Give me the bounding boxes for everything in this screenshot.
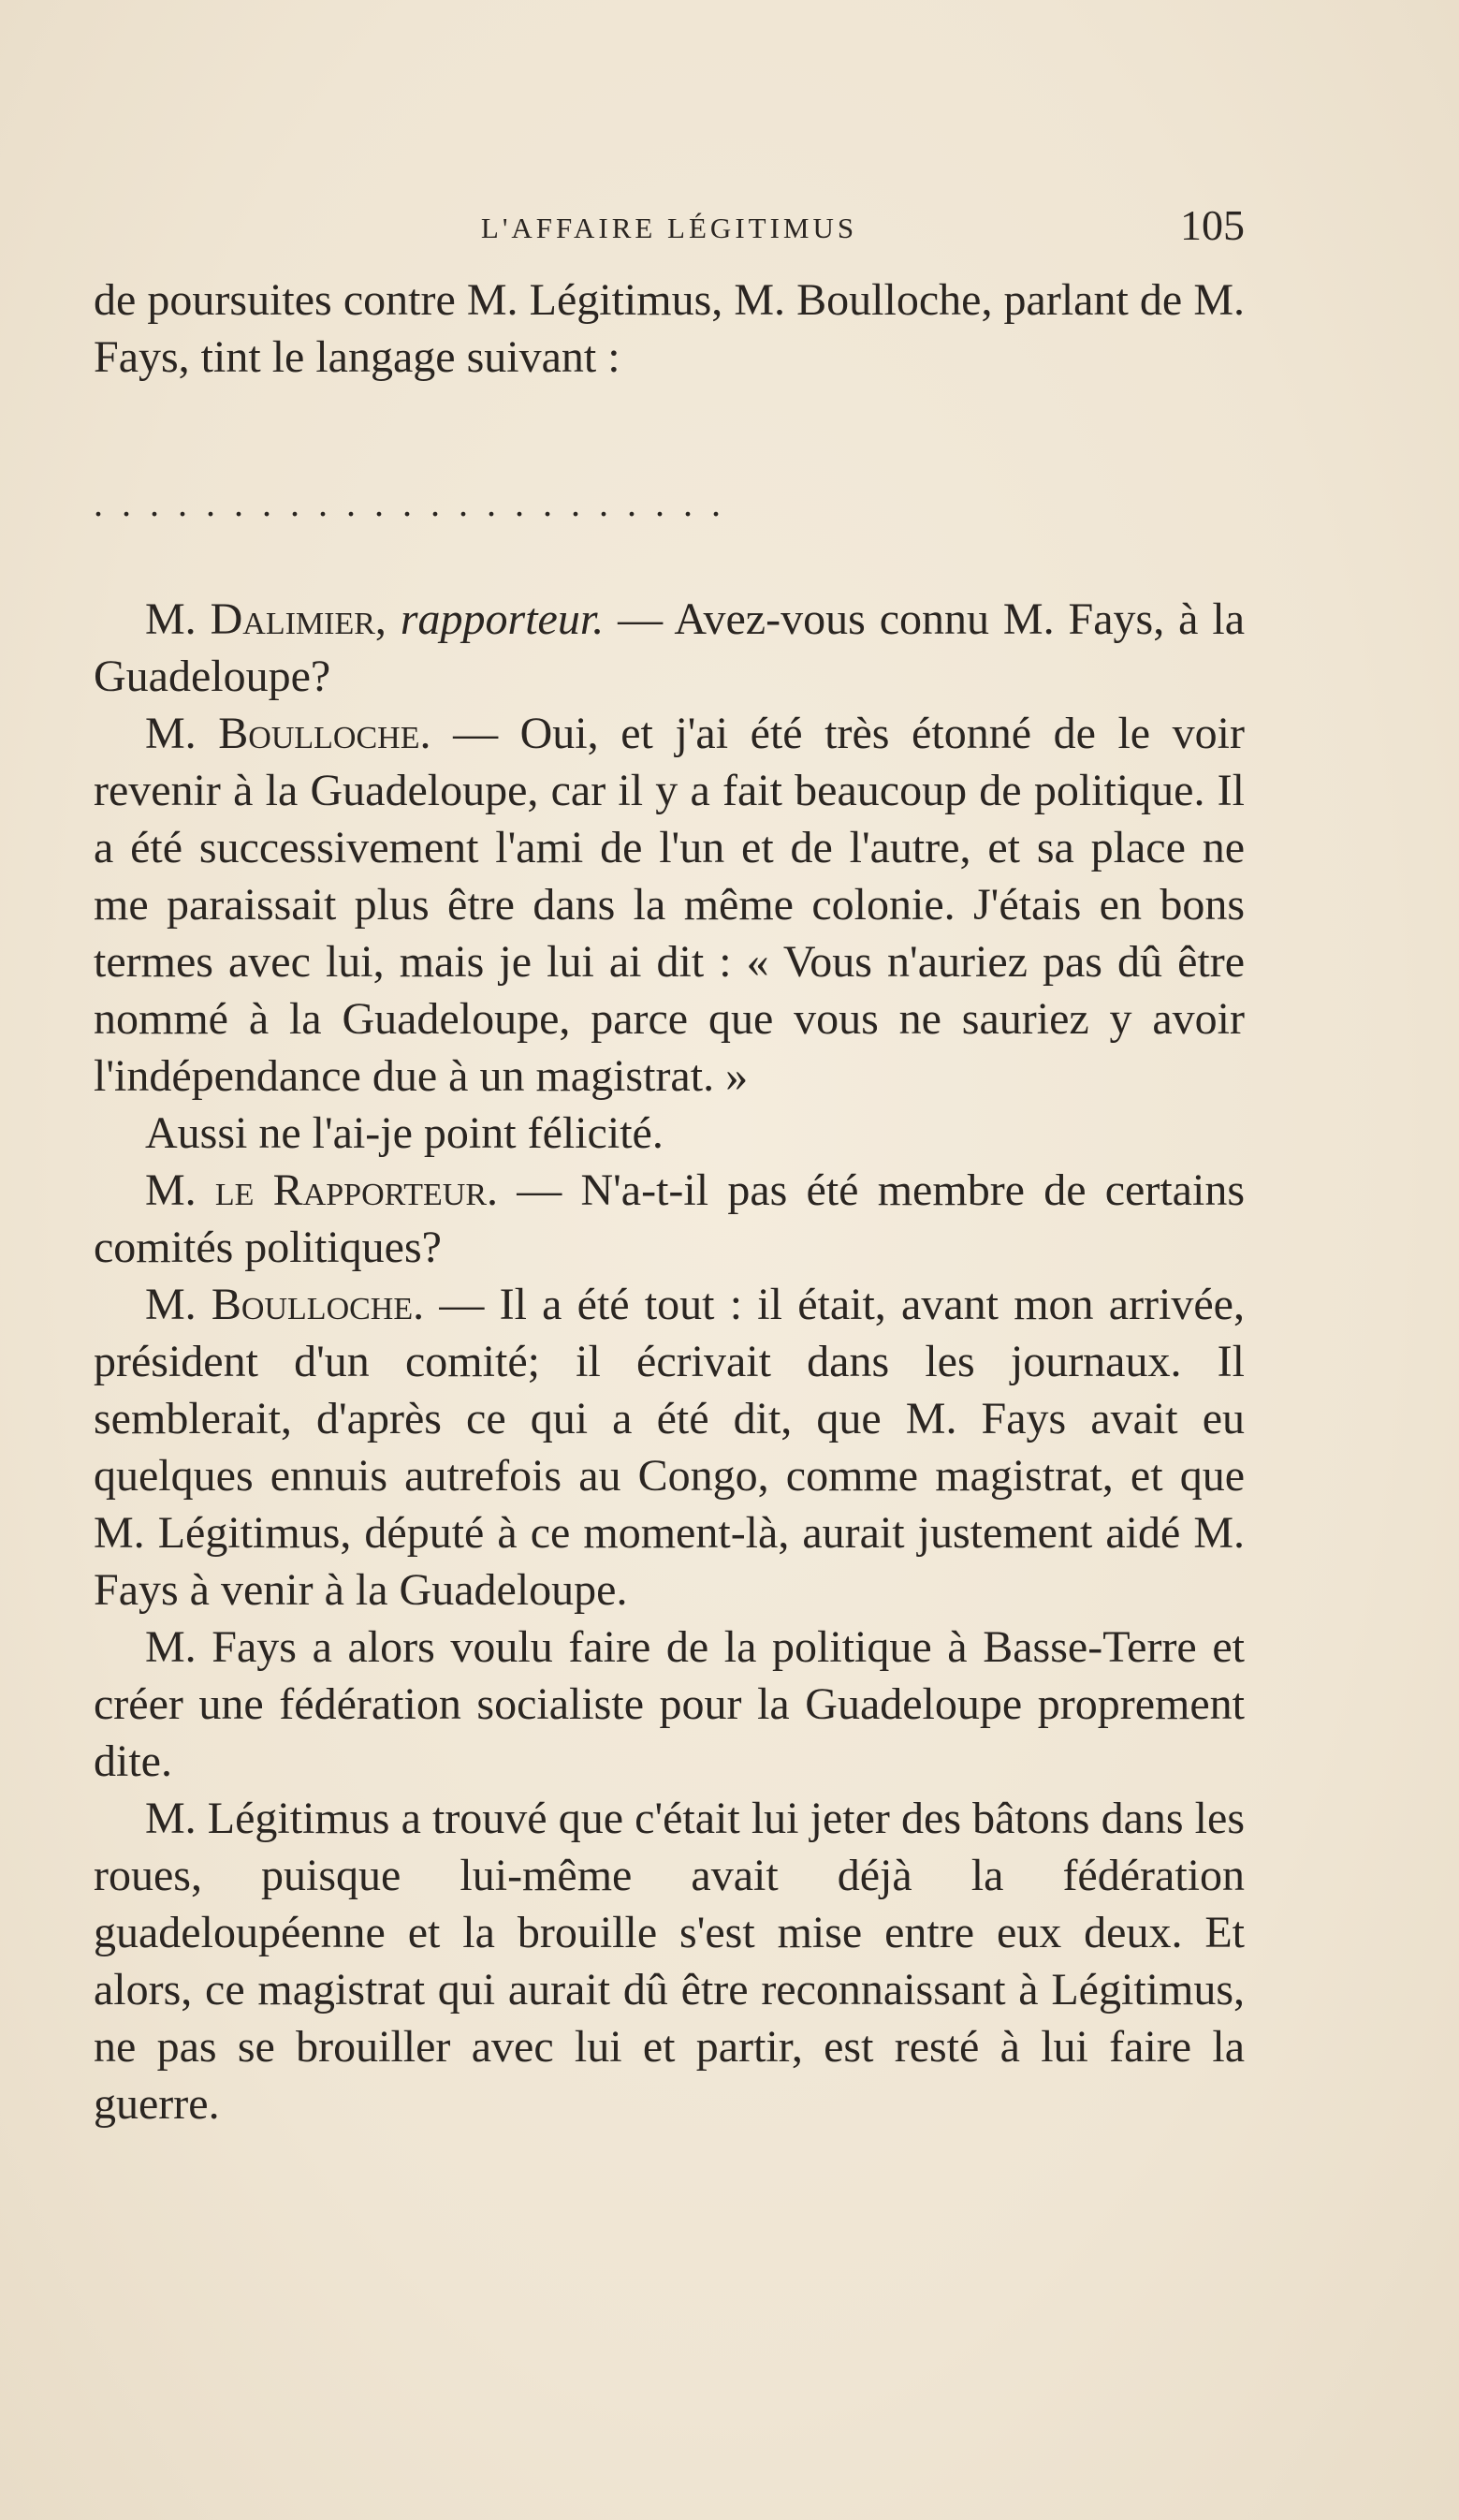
- dialogue-paragraph: [94, 1276, 1245, 1619]
- running-head: L'AFFAIRE LÉGITIMUS: [480, 212, 858, 244]
- paragraph: [94, 271, 1245, 386]
- paragraph: [94, 1105, 1245, 1162]
- body-text: [94, 271, 1245, 2132]
- dialogue-text: — Avez-vous connu M. Fays, à la Guadeloupe?: [94, 594, 1245, 701]
- dialogue-paragraph: [94, 1162, 1245, 1276]
- paragraph-text: M. Fays a alors voulu faire de la politique à Basse-Terre et créer une fédération socialiste pour la Guadeloupe proprement dite.: [94, 1622, 1245, 1786]
- paragraph: [94, 1790, 1245, 2132]
- speaker-name: M. Boulloche.: [145, 709, 431, 758]
- paragraph-text: M. Légitimus a trouvé que c'était lui jeter des bâtons dans les roues, puisque lui-même avait déjà la fédération guadeloupéenne et la brouille s'est mise entre eux deux. Et alors, ce magistrat qui aurait dû être reconnaissant à Légitimus, ne pas se brouiller avec lui et partir, est resté à lui faire la guerre.: [94, 1794, 1245, 2129]
- dialogue-text: — N'a-t-il pas été membre de certains comités politiques?: [94, 1165, 1246, 1272]
- dialogue-text: — Il a été tout : il était, avant mon arrivée, président d'un comité; il écrivait dans les journaux. Il semblerait, d'après ce qui a été dit, que M. Fays avait eu quelques ennuis autrefois au Congo, comme magistrat, et que M. Légitimus, député à ce moment-là, aurait justement aidé M. Fays à venir à la Guadeloupe.: [94, 1280, 1245, 1615]
- dialogue-paragraph: [94, 705, 1245, 1105]
- page-number: 105: [1180, 201, 1245, 249]
- speaker-name: M. Boulloche.: [145, 1280, 425, 1329]
- dialogue-text: — Oui, et j'ai été très étonné de le voir revenir à la Guadeloupe, car il y a fait beaucoup de politique. Il a été successivement l'ami de l'un et de l'autre, et sa place ne me paraissait plus être dans la même colonie. J'étais en bons termes avec lui, mais je lui ai dit : « Vous n'auriez pas dû être nommé à la Guadeloupe, parce que vous ne sauriez y avoir l'indépendance due à un magistrat. »: [94, 709, 1245, 1101]
- ellipsis-line: .......................: [94, 482, 739, 524]
- speaker-name: M. le Rapporteur.: [145, 1165, 499, 1215]
- paragraph-text: Aussi ne l'ai-je point félicité.: [145, 1108, 664, 1158]
- dialogue-paragraph: [94, 591, 1245, 705]
- page-header: [94, 200, 1245, 256]
- speaker-name: M. Dalimier,: [145, 594, 387, 644]
- paragraph: [94, 1619, 1245, 1790]
- paragraph-text: de poursuites contre M. Légitimus, M. Boulloche, parlant de M. Fays, tint le langage suivant :: [94, 275, 1245, 382]
- speaker-role: rapporteur.: [400, 594, 605, 644]
